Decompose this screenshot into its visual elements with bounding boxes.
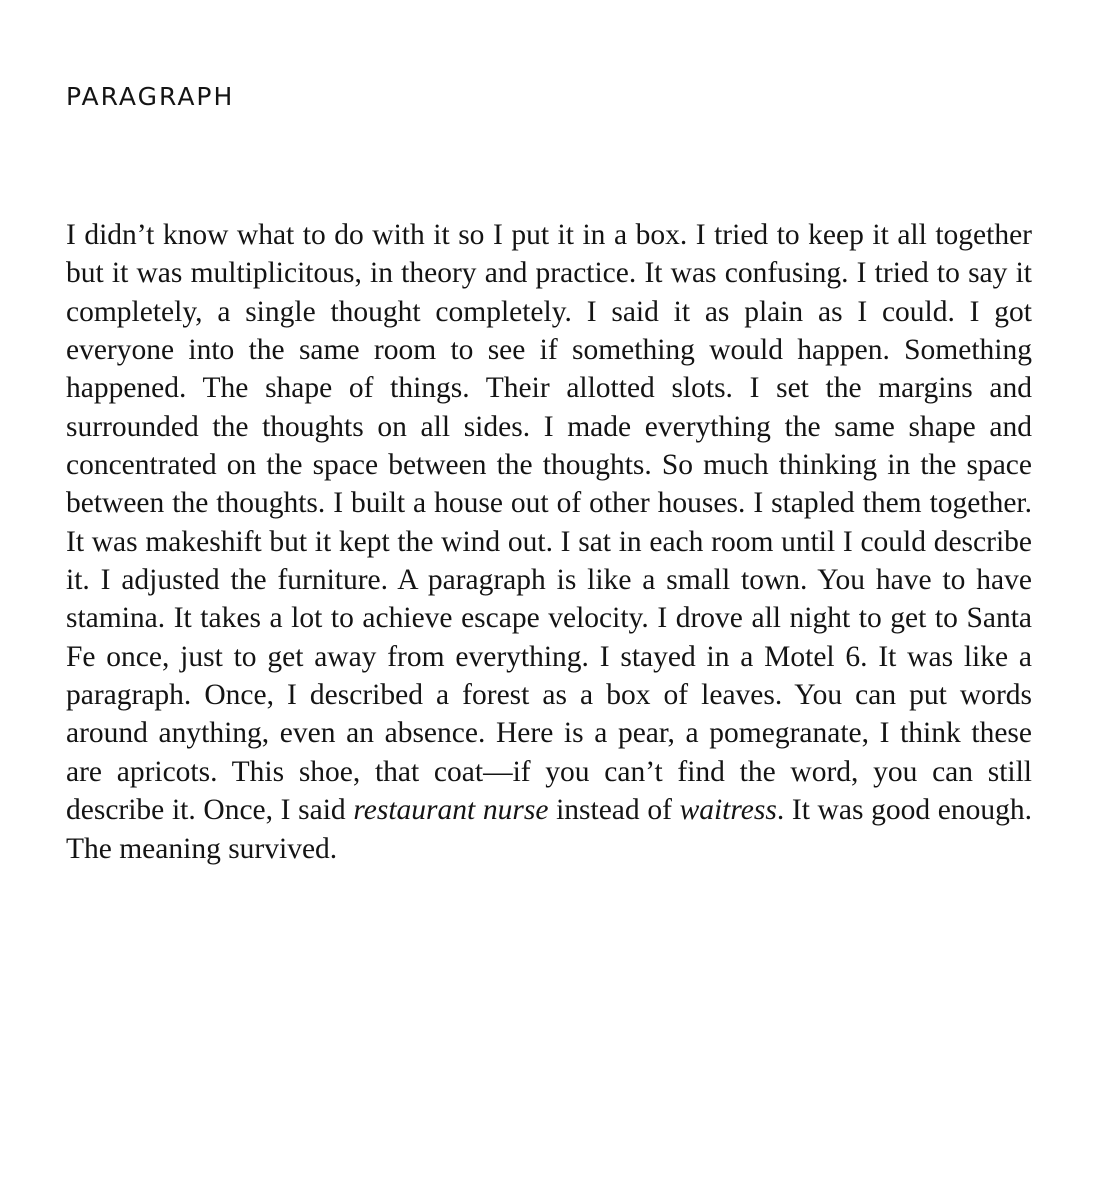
body-text-part-3: . It was good enough. The meaning survived. — [66, 794, 1032, 865]
body-text-part-1: I didn’t know what to do with it so I put it in a box. I tried to keep it all together but it was multiplicitous, in theory and practice. It was confusing. I tried to say it completely, a single thought completely. I said it as plain as I could. I got everyone into the same room to see if something would happen. Something happened. The shape of things. Their allotted slots. I set the margins and surrounded the thoughts on all sides. I made everything the same shape and concentrated on the space between the thoughts. So much thinking in the space between the thoughts. I built a house out of other houses. I stapled them together. It was makeshift but it kept the wind out. I sat in each room until I could describe it. I adjusted the furniture. A paragraph is like a small town. You have to have stamina. It takes a lot to achieve escape velocity. I drove all night to get to Santa Fe once, just to get away from everything. I stayed in a Motel 6. It was like a paragraph. Once, I described a forest as a box of leaves. You can put words around anything, even an absence. Here is a pear, a pomegranate, I think these are apricots. This shoe, that coat—if you can’t find the word, you can still describe it. Once, I said — [66, 219, 1032, 827]
page-title: PARAGRAPH — [66, 82, 235, 111]
italic-phrase-restaurant-nurse: restaurant nurse — [353, 794, 549, 827]
italic-word-waitress: waitress — [679, 794, 777, 827]
body-text-part-2: instead of — [548, 794, 680, 827]
paragraph-body — [66, 216, 1032, 868]
